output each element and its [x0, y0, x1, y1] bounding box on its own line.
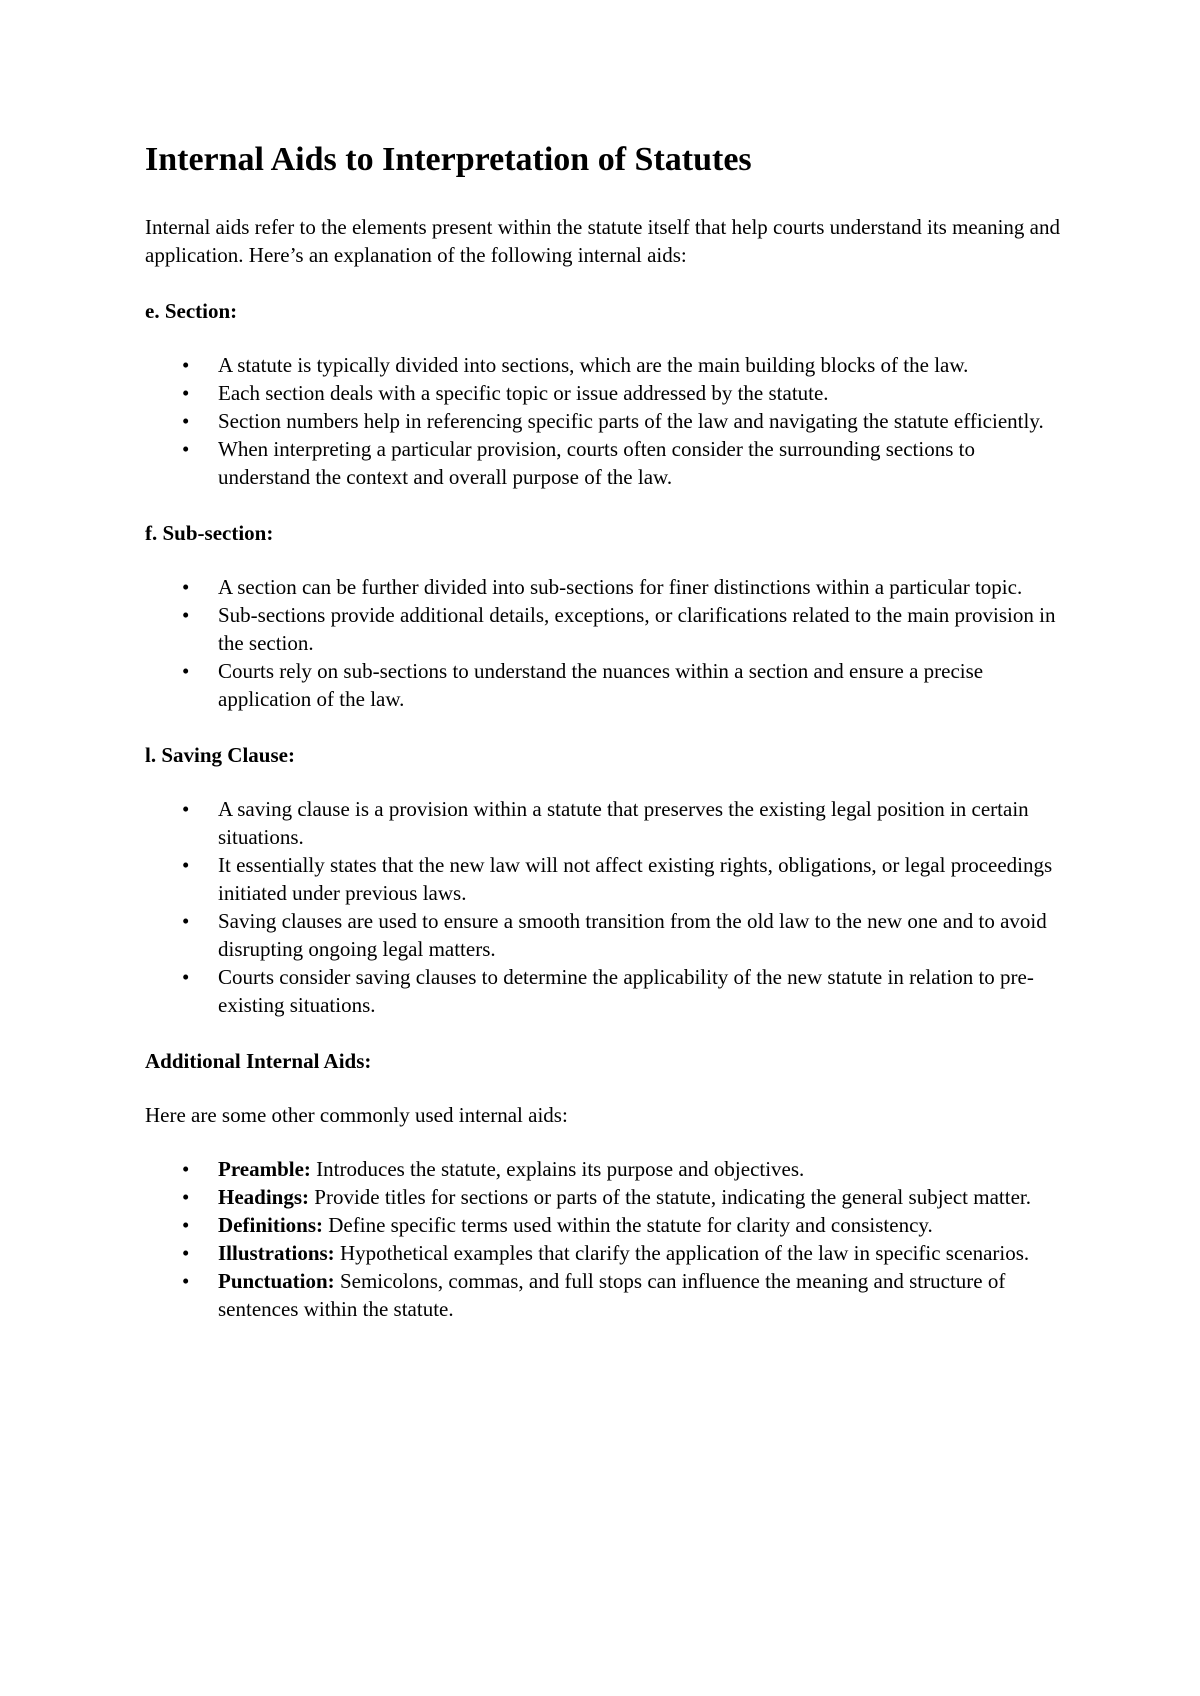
list-item: • Section numbers help in referencing specific parts of the law and navigating the statute efficiently.: [182, 408, 1044, 433]
bullet-icon: •: [182, 352, 190, 377]
term-label: Headings:: [218, 1184, 310, 1209]
list-item: • When interpreting a particular provision, courts often consider the surrounding sections to understand the context and overall purpose of the law.: [182, 436, 975, 489]
bullet-icon: •: [182, 1156, 190, 1181]
term-label: Definitions:: [218, 1212, 323, 1237]
bullet-icon: •: [182, 908, 190, 933]
term-label: Preamble:: [218, 1156, 311, 1181]
list-item: • Preamble: Introduces the statute, explains its purpose and objectives.: [182, 1156, 805, 1181]
list-item: • Sub-sections provide additional details, exceptions, or clarifications related to the main provision in the section.: [182, 602, 1056, 655]
list-item: • It essentially states that the new law will not affect existing rights, obligations, or legal proceedings initiated under previous laws.: [182, 852, 1053, 905]
list-item: • Courts rely on sub-sections to understand the nuances within a section and ensure a precise application of the law.: [182, 658, 984, 711]
bullet-icon: •: [182, 436, 190, 461]
list-item: • Each section deals with a specific topic or issue addressed by the statute.: [182, 380, 829, 405]
list-item: • Punctuation: Semicolons, commas, and full stops can influence the meaning and structure of sentences within the statute.: [182, 1268, 1006, 1321]
list-item: • A statute is typically divided into sections, which are the main building blocks of the law.: [182, 352, 969, 377]
section-list: [145, 351, 1065, 491]
bullet-icon: •: [182, 574, 190, 599]
bullet-icon: •: [182, 380, 190, 405]
document-title: Internal Aids to Interpretation of Statutes: [145, 141, 752, 178]
list-item: • Courts consider saving clauses to determine the applicability of the new statute in relation to pre-existing situations.: [182, 964, 1034, 1017]
bullet-icon: •: [182, 658, 190, 683]
bullet-icon: •: [182, 408, 190, 433]
document-page: [145, 140, 1065, 1351]
list-item: • A saving clause is a provision within a statute that preserves the existing legal position in certain situations.: [182, 796, 1029, 849]
list-item: • Headings: Provide titles for sections or parts of the statute, indicating the general subject matter.: [182, 1184, 1031, 1209]
list-item: • Definitions: Define specific terms used within the statute for clarity and consistency.: [182, 1212, 933, 1237]
section-heading-additional: Additional Internal Aids:: [145, 1048, 372, 1073]
list-item: • Illustrations: Hypothetical examples that clarify the application of the law in specific scenarios.: [182, 1240, 1030, 1265]
section-heading-sub-section: f. Sub-section:: [145, 520, 274, 545]
additional-intro: Here are some other commonly used internal aids:: [145, 1102, 568, 1127]
bullet-icon: •: [182, 964, 190, 989]
bullet-icon: •: [182, 1240, 190, 1265]
bullet-icon: •: [182, 852, 190, 877]
bullet-icon: •: [182, 1212, 190, 1237]
intro-paragraph: Internal aids refer to the elements present within the statute itself that help courts understand its meaning and application. Here’s an explanation of the following internal aids:: [145, 214, 1060, 267]
saving-clause-list: [145, 795, 1065, 1019]
sub-section-list: [145, 573, 1065, 713]
section-heading-saving-clause: l. Saving Clause:: [145, 742, 295, 767]
section-heading-section: e. Section:: [145, 298, 238, 323]
term-label: Punctuation:: [218, 1268, 335, 1293]
bullet-icon: •: [182, 602, 190, 627]
bullet-icon: •: [182, 1184, 190, 1209]
list-item: • A section can be further divided into sub-sections for finer distinctions within a particular topic.: [182, 574, 1023, 599]
bullet-icon: •: [182, 796, 190, 821]
term-label: Illustrations:: [218, 1240, 335, 1265]
list-item: • Saving clauses are used to ensure a smooth transition from the old law to the new one and to avoid disrupting ongoing legal matters.: [182, 908, 1047, 961]
additional-list: [145, 1155, 1065, 1323]
bullet-icon: •: [182, 1268, 190, 1293]
